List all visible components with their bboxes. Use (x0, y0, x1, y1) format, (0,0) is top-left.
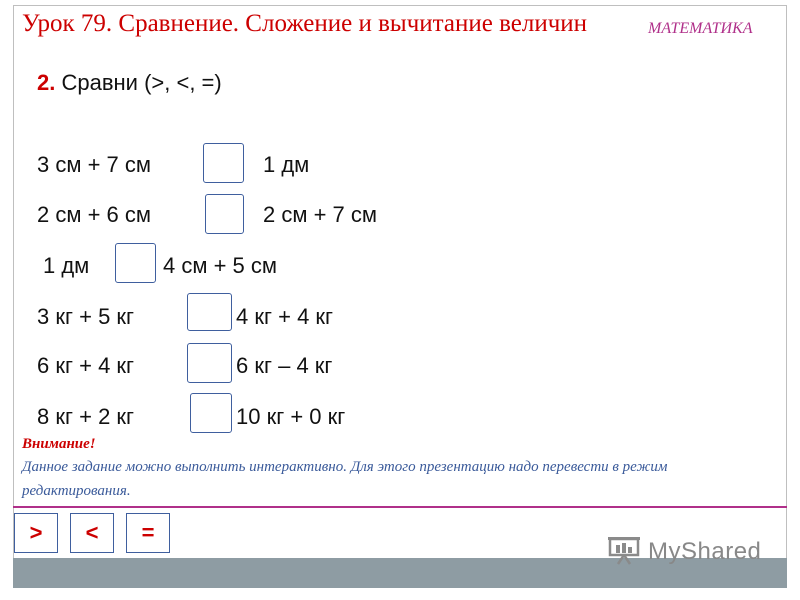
less-than-button[interactable]: < (70, 513, 114, 553)
equals-button[interactable]: = (126, 513, 170, 553)
row-6-right: 10 кг + 0 кг (236, 404, 346, 429)
row-2-left: 2 см + 6 см (37, 202, 152, 227)
row-3-left: 1 дм (43, 253, 90, 278)
row-5-right: 6 кг – 4 кг (236, 353, 333, 378)
subject-label: МАТЕМАТИКА (648, 20, 753, 37)
notice-title: Внимание! (22, 436, 96, 452)
answer-box-6[interactable] (190, 393, 232, 433)
row-1-right: 1 дм (263, 152, 310, 177)
row-5-left: 6 кг + 4 кг (37, 353, 135, 378)
answer-box-3[interactable] (115, 243, 156, 283)
myshared-logo (608, 537, 761, 567)
presentation-board-icon (608, 535, 642, 570)
task-number: 2. (37, 70, 56, 95)
answer-box-4[interactable] (187, 293, 232, 331)
greater-than-button[interactable]: > (14, 513, 58, 553)
row-4-left: 3 кг + 5 кг (37, 304, 135, 329)
row-2-right: 2 см + 7 см (263, 202, 378, 227)
slide-title: Урок 79. Сравнение. Сложение и вычитание величин (22, 10, 588, 37)
row-4-right: 4 кг + 4 кг (236, 304, 334, 329)
answer-box-5[interactable] (187, 343, 232, 383)
notice-text: Данное задание можно выполнить интерактивно. Для этого презентацию надо перевести в режим редактирования. (22, 459, 668, 499)
answer-box-2[interactable] (205, 194, 244, 234)
task-text: Сравни (>, <, =) (61, 70, 222, 95)
row-6-left: 8 кг + 2 кг (37, 404, 135, 429)
watermark-text: MyShared (648, 538, 762, 565)
divider (13, 506, 787, 508)
answer-box-1[interactable] (203, 143, 244, 183)
task-heading (37, 70, 222, 96)
row-1-left: 3 см + 7 см (37, 152, 152, 177)
row-3-right: 4 см + 5 см (163, 253, 278, 278)
